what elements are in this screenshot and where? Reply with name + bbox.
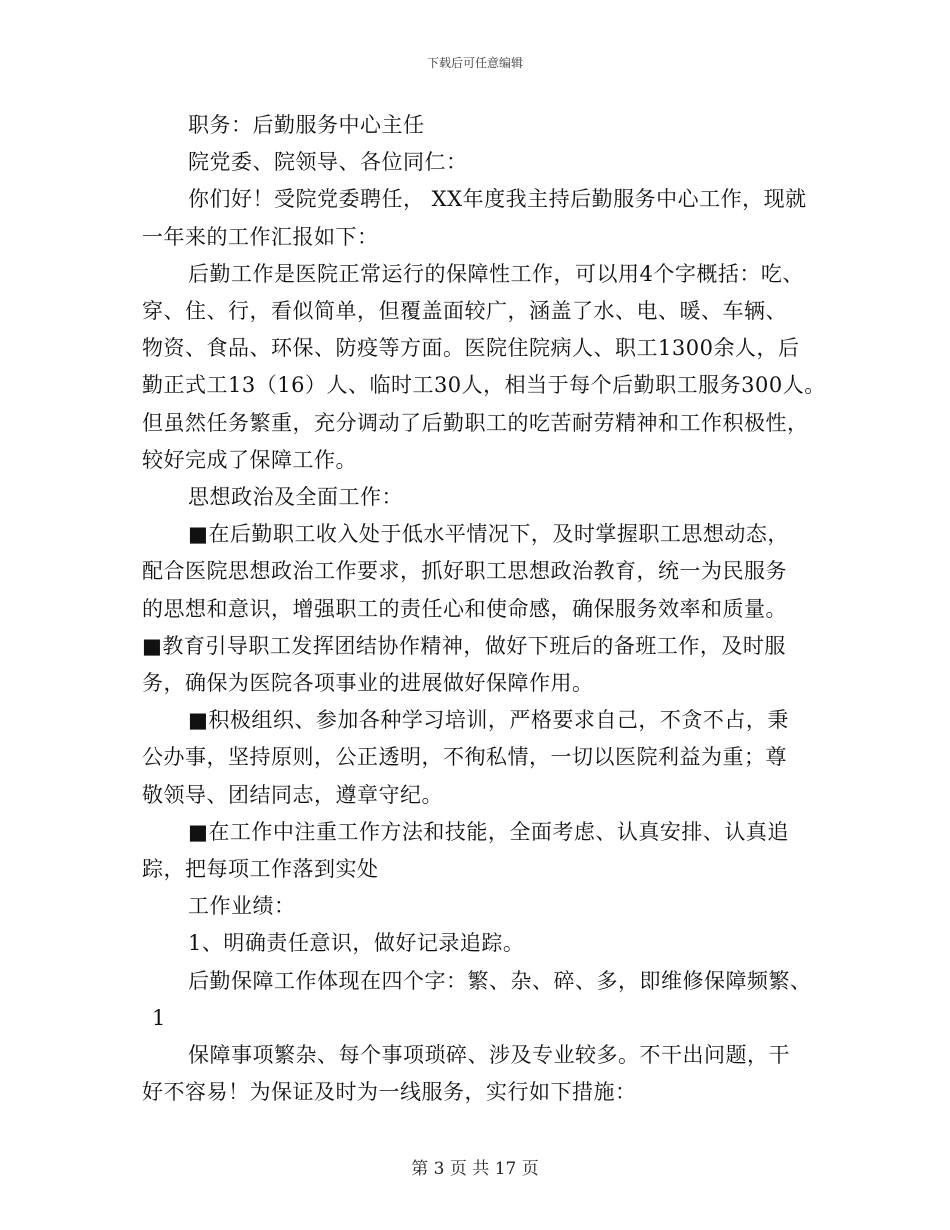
text-line: 院党委、院领导、各位同仁：: [188, 150, 468, 175]
text-line: 1、明确责任意识，做好记录追踪。: [188, 931, 525, 956]
text-line: 务，确保为医院各项事业的进展做好保障作用。: [142, 671, 594, 696]
text-line: ■教育引导职工发挥团结协作精神，做好下班后的备班工作，及时服: [142, 633, 786, 658]
text-line: 踪，把每项工作落到实处: [142, 857, 379, 882]
document-body: [142, 107, 826, 1111]
text-line: ■在后勤职工收入处于低水平情况下，及时掌握职工思想动态，: [188, 522, 789, 547]
text-line: 但虽然任务繁重，充分调动了后勤职工的吃苦耐劳精神和工作积极性，: [142, 410, 809, 435]
text-line: 一年来的工作汇报如下：: [142, 224, 379, 249]
text-line: 的思想和意识，增强职工的责任心和使命感，确保服务效率和质量。: [142, 596, 787, 621]
text-line: 职务：后勤服务中心主任: [188, 113, 425, 137]
text-line: ■积极组织、参加各种学习培训，严格要求自己，不贪不占，秉: [188, 708, 789, 733]
page-footer: 第 3 页 共 17 页: [411, 1159, 539, 1179]
text-line: 你们好！受院党委聘任， XX年度我主持后勤服务中心工作，现就: [188, 187, 807, 212]
text-line: 保障事项繁杂、每个事项琐碎、涉及专业较多。不干出问题，干: [188, 1043, 790, 1068]
text-line: 后勤保障工作体现在四个字：繁、杂、碎、多，即维修保障频繁、: [188, 968, 812, 993]
text-line: 好不容易！为保证及时为一线服务，实行如下措施：: [142, 1080, 637, 1105]
text-line: 穿、住、行，看似简单，但覆盖面较广，涵盖了水、电、暖、车辆、: [142, 299, 787, 324]
page-header: 下载后可任意编辑: [426, 56, 523, 70]
text-line: ■在工作中注重工作方法和技能，全面考虑、认真安排、认真追: [188, 819, 789, 844]
text-line: 后勤工作是医院正常运行的保障性工作，可以用4个字概括：吃、: [188, 261, 804, 286]
text-line: 公办事，坚持原则，公正透明，不徇私情，一切以医院利益为重；尊: [142, 745, 787, 770]
text-line: 思想政治及全面工作：: [188, 485, 403, 510]
text-line: 敬领导、团结同志，遵章守纪。: [142, 782, 443, 807]
text-line: 物资、食品、环保、防疫等方面。医院住院病人、职工1300余人，后: [142, 336, 800, 361]
text-line: 工作业绩：: [188, 894, 296, 919]
text-line: 较好完成了保障工作。: [142, 447, 357, 472]
text-line: 配合医院思想政治工作要求，抓好职工思想政治教育，统一为民服务: [142, 559, 787, 584]
page-number-mark: 1: [152, 1005, 166, 1030]
text-line: 勤正式工13（16）人、临时工30人，相当于每个后勤职工服务300人。: [142, 373, 826, 398]
